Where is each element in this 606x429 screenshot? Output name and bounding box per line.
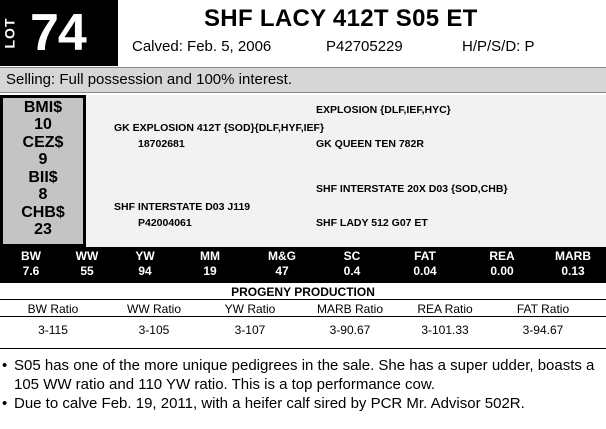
progeny-header: MARB Ratio	[316, 302, 384, 316]
epd-mm: MM 19	[200, 249, 220, 278]
note-text: S05 has one of the more unique pedigrees in the sale. She has a super udder, boasts a 105 WW ratio and 110 YW ratio. This is a top performance cow.	[14, 357, 595, 393]
animal-name: SHF LACY 412T S05 ET	[204, 5, 478, 32]
index-column	[0, 95, 86, 247]
epd-fat: FAT 0.04	[413, 249, 437, 278]
progeny-value: 3-105	[138, 323, 170, 337]
progeny-header: REA Ratio	[417, 302, 473, 316]
registration-number: P42705229	[326, 38, 403, 55]
pedigree-dam-sire: SHF INTERSTATE 20X D03 {SOD,CHB}	[316, 183, 508, 195]
pedigree	[86, 95, 606, 247]
note-item	[2, 356, 602, 394]
bullet-icon: •	[2, 357, 8, 374]
hpsd-status: H/P/S/D: P	[462, 38, 535, 55]
index-name: CHB$	[21, 204, 65, 221]
calved-date: Calved: Feb. 5, 2006	[132, 38, 272, 55]
progeny-header: BW Ratio	[27, 302, 79, 316]
header	[120, 0, 606, 66]
progeny-value: 3-94.67	[522, 323, 564, 337]
lot-label: LOT	[1, 17, 18, 49]
index-value: 9	[38, 151, 48, 168]
epd-bw: BW 7.6	[21, 249, 41, 278]
lot-number: 74	[30, 4, 86, 62]
selling-text: Selling: Full possession and 100% interest.	[6, 71, 292, 88]
index-value: 23	[34, 221, 52, 238]
notes	[2, 356, 602, 413]
progeny-header: YW Ratio	[224, 302, 276, 316]
progeny-header-row	[0, 299, 606, 317]
selling-terms	[0, 67, 606, 93]
pedigree-sire: GK EXPLOSION 412T {SOD}{DLF,HYF,IEF}	[114, 122, 325, 134]
epd-rea: REA 0.00	[489, 249, 515, 278]
bullet-icon: •	[2, 395, 8, 412]
progeny-value: 3-107	[234, 323, 266, 337]
pedigree-dam-dam: SHF LADY 512 G07 ET	[316, 217, 428, 229]
progeny-header: FAT Ratio	[516, 302, 570, 316]
epd-yw: YW 94	[135, 249, 155, 278]
progeny-value: 3-115	[38, 323, 68, 337]
progeny-values-row	[0, 323, 606, 341]
pedigree-sire-dam: GK QUEEN TEN 782R	[316, 138, 424, 150]
progeny-value: 3-101.33	[421, 323, 469, 337]
epd-ww: WW 55	[75, 249, 99, 278]
epd-bar	[0, 247, 606, 283]
pedigree-dam-reg: P42004061	[138, 217, 192, 229]
note-item	[2, 394, 602, 413]
pedigree-sire-sire: EXPLOSION {DLF,IEF,HYC}	[316, 104, 451, 116]
epd-mg: M&G 47	[268, 249, 296, 278]
epd-marb: MARB 0.13	[555, 249, 591, 278]
progeny-production	[0, 283, 606, 349]
pedigree-sire-reg: 18702681	[138, 138, 185, 150]
pedigree-dam: SHF INTERSTATE D03 J119	[114, 201, 251, 213]
epd-sc: SC 0.4	[343, 249, 361, 278]
index-value: 8	[38, 186, 48, 203]
lot-box	[0, 0, 118, 66]
index-name: BII$	[28, 169, 58, 186]
index-name: BMI$	[23, 99, 63, 116]
note-text: Due to calve Feb. 19, 2011, with a heifer calf sired by PCR Mr. Advisor 502R.	[14, 395, 525, 412]
progeny-title: PROGENY PRODUCTION	[231, 285, 375, 299]
index-name: CEZ$	[22, 134, 64, 151]
progeny-header: WW Ratio	[127, 302, 181, 316]
index-value: 10	[34, 116, 52, 133]
progeny-value: 3-90.67	[329, 323, 371, 337]
